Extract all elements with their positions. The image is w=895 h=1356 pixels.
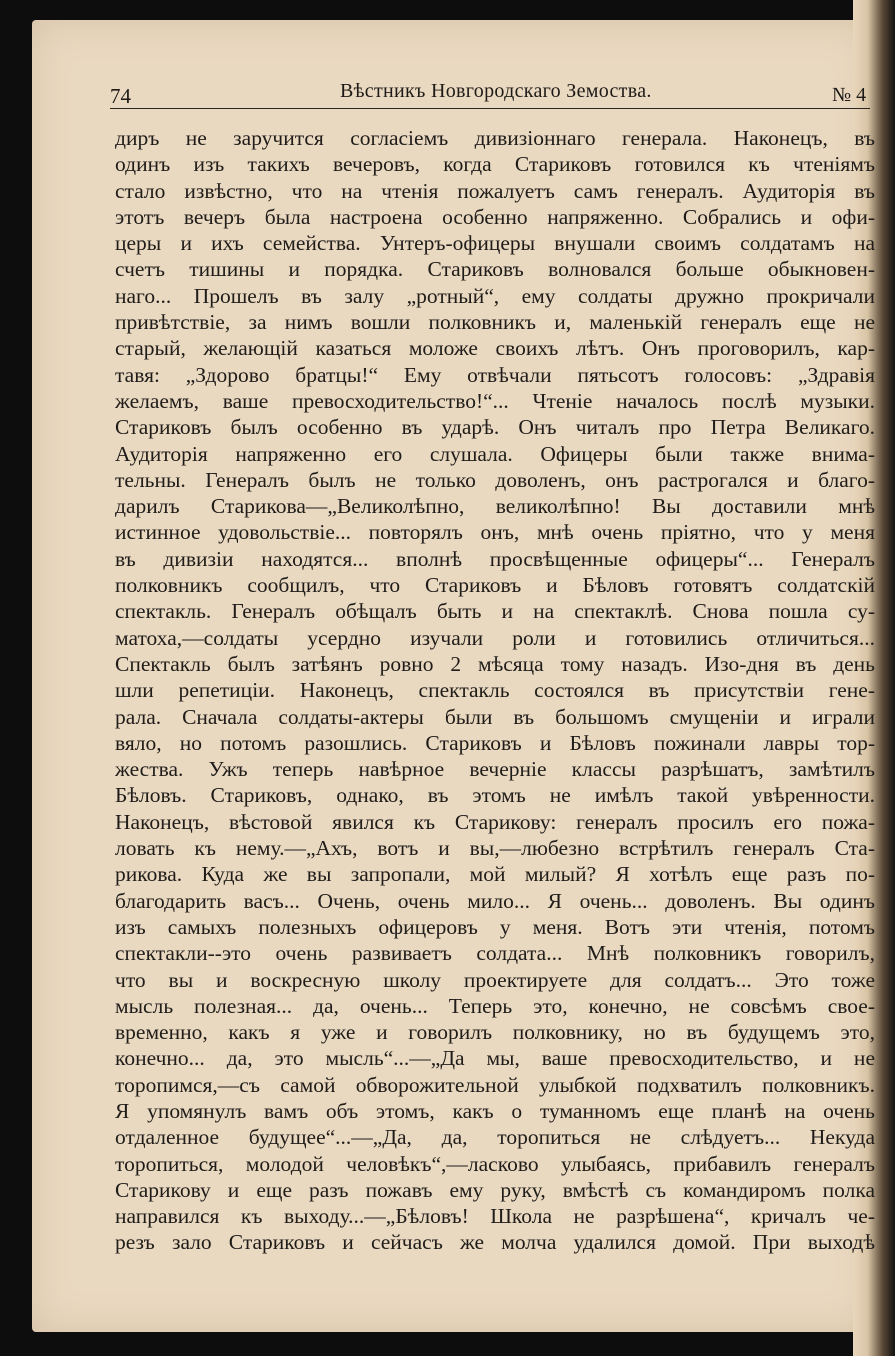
running-title: Вѣстникъ Новгородскаго Земоства. [340,80,652,102]
text-line: этотъ вечеръ была настроена особенно напряженно. Собрались и офи- [115,204,875,229]
text-line: шли репетиціи. Наконецъ, спектакль состоялся въ присутствіи гене- [115,678,875,703]
text-line: тавя: „Здорово братцы!“ Ему отвѣчали пятьсотъ голосовъ: „Здравія [115,362,875,387]
text-line: Старикову и еще разъ пожавъ ему руку, вмѣстѣ съ командиромъ полка [115,1177,875,1202]
text-line: счетъ тишины и порядка. Стариковъ волновался больше обыкновен- [115,257,875,282]
page-header [110,80,870,110]
text-line: Наконецъ, вѣстовой явился къ Старикову: генералъ просилъ его пожа- [115,809,875,834]
text-line: Стариковъ былъ особенно въ ударѣ. Онъ читалъ про Петра Великаго. [115,415,875,440]
text-line: изъ самыхъ полезныхъ офицеровъ у меня. Вотъ эти чтенія, потомъ [115,914,875,939]
text-line: направился къ выходу...—„Бѣловъ! Школа не разрѣшена“, кричалъ че- [115,1204,875,1229]
text-line: стало извѣстно, что на чтенія пожалуетъ самъ генералъ. Аудиторія въ [115,178,875,203]
header-rule [110,108,870,109]
text-line: благодарить васъ... Очень, очень мило... Я очень... доволенъ. Вы одинъ [115,888,875,913]
text-line: диръ не заручится согласіемъ дивизіоннаго генерала. Наконецъ, въ [115,126,875,150]
page-number: 74 [110,84,131,108]
body-text [115,125,875,1256]
text-line: Аудиторія напряженно его слушала. Офицеры были также внима- [115,441,875,466]
text-line: что вы и воскресную школу проектируете для солдатъ... Это тоже [115,967,875,992]
text-line: наго... Прошелъ въ залу „ротный“, ему солдаты дружно прокричали [115,283,875,308]
text-line: одинъ изъ такихъ вечеровъ, когда Стариковъ готовился къ чтеніямъ [115,152,875,177]
text-line: желаемъ, ваше превосходительство!“... Чтеніе началось послѣ музыки. [115,388,875,413]
text-line: спектакль. Генералъ обѣщалъ быть и на спектаклѣ. Снова пошла су- [115,599,875,624]
text-line: привѣтствіе, за нимъ вошли полковникъ и, маленькій генералъ еще не [115,310,875,335]
text-line: спектакли--это очень развиваетъ солдата... Мнѣ полковникъ говорилъ, [115,941,875,966]
text-line: истинное удовольствіе... повторялъ онъ, мнѣ очень пріятно, что у меня [115,520,875,545]
text-line: временно, какъ я уже и говорилъ полковнику, но въ будущемъ это, [115,1020,875,1045]
text-line: старый, желающій казаться моложе своихъ лѣтъ. Онъ проговорилъ, кар- [115,336,875,361]
text-line: торопимся,—съ самой обворожительной улыбкой подхватилъ полковникъ. [115,1072,875,1097]
text-line: тельны. Генералъ былъ не только доволенъ, онъ растрогался и благо- [115,467,875,492]
text-line: торопиться, молодой человѣкъ“,—ласково улыбаясь, прибавилъ генералъ [115,1151,875,1176]
text-line: рикова. Куда же вы запропали, мой милый? Я хотѣлъ еще разъ по- [115,862,875,887]
text-line: Спектакль былъ затѣянъ ровно 2 мѣсяца тому назадъ. Изо-дня въ день [115,651,875,676]
text-line: мысль полезная... да, очень... Теперь это, конечно, не совсѣмъ свое- [115,993,875,1018]
text-line: рала. Сначала солдаты-актеры были въ большомъ смущеніи и играли [115,704,875,729]
text-line: Бѣловъ. Стариковъ, однако, въ этомъ не имѣлъ такой увѣренности. [115,783,875,808]
text-line: матоха,—солдаты усердно изучали роли и готовились отличиться... [115,625,875,650]
text-line: ловать къ нему.—„Ахъ, вотъ и вы,—любезно встрѣтилъ генералъ Ста- [115,836,875,861]
text-line: церы и ихъ семейства. Унтеръ-офицеры внушали своимъ солдатамъ на [115,231,875,256]
issue-mark: № 4 [832,84,867,106]
text-line: вяло, но потомъ разошлись. Стариковъ и Бѣловъ пожинали лавры тор- [115,730,875,755]
text-line: жества. Ужъ теперь навѣрное вечерніе классы разрѣшатъ, замѣтилъ [115,757,875,782]
text-line: конечно... да, это мысль“...—„Да мы, ваше превосходительство, и не [115,1046,875,1071]
text-line: дарилъ Старикова—„Великолѣпно, великолѣпно! Вы доставили мнѣ [115,494,875,519]
text-line: полковникъ сообщилъ, что Стариковъ и Бѣловъ готовятъ солдатскій [115,573,875,598]
text-line: Я упомянулъ вамъ объ этомъ, какъ о туманномъ еще планѣ на очень [115,1098,875,1123]
text-line: резъ зало Стариковъ и сейчасъ же молча удалился домой. При выходѣ [115,1230,875,1255]
text-line: отдаленное будущее“...—„Да, да, торопиться не слѣдуетъ... Некуда [115,1125,875,1150]
text-line: въ дивизіи находятся... вполнѣ просвѣщенные офицеры“... Генералъ [115,546,875,571]
